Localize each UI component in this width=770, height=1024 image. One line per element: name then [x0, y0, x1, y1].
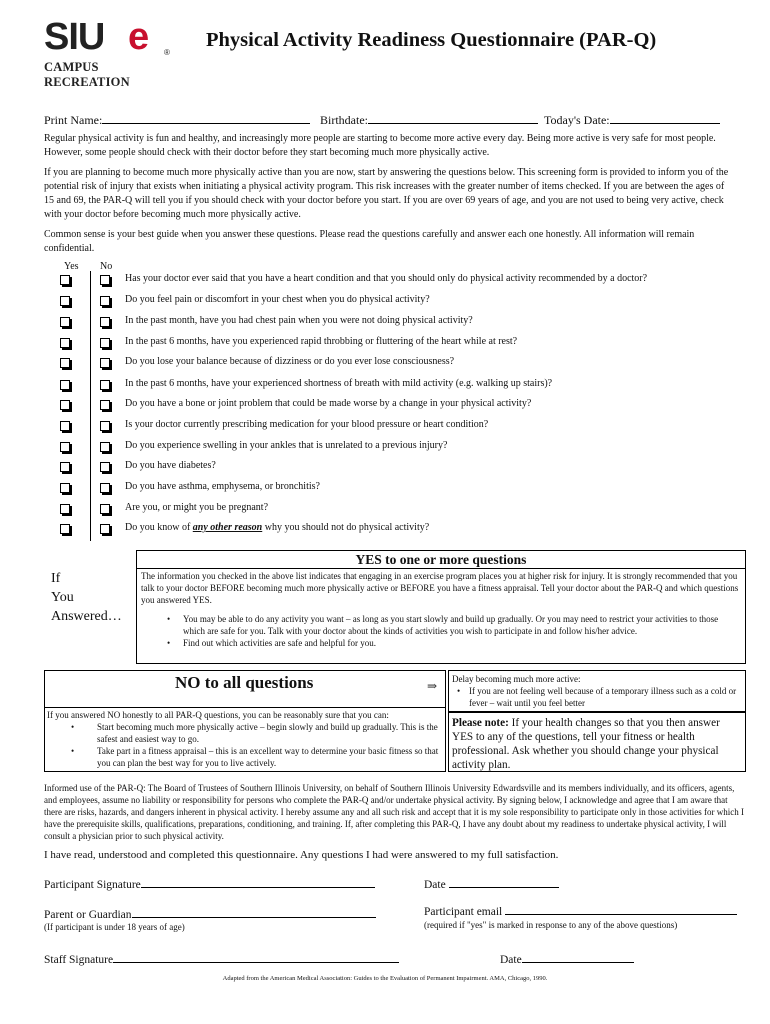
intro-paragraph-2: If you are planning to become much more physically active than you are now, start by answering the questions below. This screening form is provided to inform you of the potential risk of injury that exists when initiating a physical activity program. This risk increases with the greater number of items checked. If you are between the ages of 15 and 69, the PAR-Q will tell you if you should check with your doctor before you start. If you are over 69 years of age, and you are not used to being very active, check with your doctor before becoming much more physically active.: [44, 167, 729, 220]
informed-use-paragraph: Informed use of the PAR-Q: The Board of Trustees of Southern Illinois University, on behalf of Southern Illinois University Edwardsville and its members individually, and its officers, agents, and employees, assume no liability or responsibility for persons who complete the PAR-Q and/or undertake physical activity. By signing below, I acknowledge and agree that I am aware that there are risks, hazards, and dangers inherent in physical activity. I hereby assume any and all such risk and accept that it is my sole responsibility to participate only in those activities for which I have the prerequisite skills, qualifications, preparations, conditioning, and training. If, after completing this PAR-Q, I have any doubt about my readiness to undertake physical activity, I will consult a physician prior to such physical activity.: [44, 783, 744, 841]
participant-signature-field[interactable]: [44, 875, 375, 891]
participant-email-note: (required if "yes" is marked in response to any of the above questions): [424, 920, 678, 930]
print-name-blank[interactable]: [102, 111, 310, 124]
question-text: Do you have diabetes?: [125, 460, 216, 471]
print-name-label: Print Name:: [44, 113, 103, 127]
yes-checkbox[interactable]: [60, 400, 70, 410]
participant-signature-line[interactable]: [141, 875, 375, 888]
no-section-header: [45, 671, 445, 708]
no-section-box: [44, 670, 446, 772]
participant-email-label: Participant email: [424, 906, 503, 918]
todays-date-field[interactable]: [544, 111, 720, 128]
yes-checkbox[interactable]: [60, 275, 70, 285]
no-checkbox[interactable]: [100, 504, 110, 514]
no-column-header: No: [100, 261, 113, 272]
question-row: [58, 439, 758, 459]
question-row: [58, 335, 758, 355]
question-row: [58, 501, 758, 521]
yes-section-bullets: [141, 613, 731, 649]
no-checkbox[interactable]: [100, 338, 110, 348]
question-text: Do you feel pain or discomfort in your chest when you do physical activity?: [125, 294, 430, 305]
please-note-body: If your health changes so that you then answer YES to any of the questions, tell your fitness or health professional. Ask whether you should change your physical activity plan.: [452, 717, 720, 771]
yes-checkbox[interactable]: [60, 462, 70, 472]
question-text: Do you have a bone or joint problem that could be made worse by a change in your physical activity?: [125, 398, 532, 409]
other-reason-emphasis: any other reason: [192, 522, 263, 533]
yes-section-box: [136, 550, 746, 664]
staff-signature-line[interactable]: [113, 950, 399, 963]
yes-checkbox[interactable]: [60, 380, 70, 390]
column-divider: [90, 271, 91, 541]
yes-checkbox[interactable]: [60, 421, 70, 431]
parent-guardian-label: Parent or Guardian: [44, 909, 132, 921]
delay-title: Delay becoming much more active:: [452, 674, 581, 684]
if-label-line3: Answered…: [51, 609, 122, 624]
question-text: Do you have asthma, emphysema, or bronchitis?: [125, 481, 320, 492]
date-line-2[interactable]: [522, 950, 634, 963]
birthdate-label: Birthdate:: [320, 113, 368, 127]
arrow-right-icon: ⇒: [427, 679, 438, 693]
birthdate-field[interactable]: [320, 111, 538, 128]
yes-section-title: YES to one or more questions: [137, 551, 745, 569]
yes-section-body: The information you checked in the above list indicates that engaging in an exercise program places you at higher risk for injury. It is strongly recommended that you talk to your doctor BEFORE becoming much more physically active or BEFORE you have a fitness appraisal. Tell your doctor about the PAR-Q and which questions you answered YES.: [141, 571, 739, 605]
question-row: [58, 272, 758, 292]
parent-guardian-line[interactable]: [132, 905, 376, 918]
logo-registered-mark: ®: [164, 48, 170, 57]
yes-checkbox[interactable]: [60, 317, 70, 327]
question-row: [58, 480, 758, 500]
date-line-1[interactable]: [449, 875, 559, 888]
question-row: [58, 418, 758, 438]
no-checkbox[interactable]: [100, 462, 110, 472]
footer-citation: Adapted from the American Medical Association: Guides to the Evaluation of Permanent Impairment. AMA, Chicago, 1990.: [222, 975, 548, 982]
no-checkbox[interactable]: [100, 400, 110, 410]
yes-checkbox[interactable]: [60, 358, 70, 368]
please-note-box: [448, 712, 746, 772]
no-bullet: • Start becoming much more physically active – begin slowly and build up gradually. This is the safest and easiest way to go.: [45, 721, 445, 745]
yes-checkbox[interactable]: [60, 504, 70, 514]
todays-date-label: Today's Date:: [544, 113, 610, 127]
yes-column-header: Yes: [64, 261, 79, 272]
question-row: [58, 314, 758, 334]
siue-logo: [44, 16, 174, 89]
yes-checkbox[interactable]: [60, 524, 70, 534]
intro-paragraph-1: Regular physical activity is fun and healthy, and increasingly more people are starting to become more active every day. Being more active is very safe for most people. However, some people should check with their doctor before they start becoming much more physically active.: [44, 133, 716, 158]
question-row: [58, 377, 758, 397]
if-you-answered-label: [51, 569, 122, 626]
completion-statement: I have read, understood and completed this questionnaire. Any questions I had were answered to my full satisfaction.: [44, 849, 559, 861]
delay-box: [448, 670, 746, 712]
if-label-line2: You: [51, 590, 74, 605]
question-text: Do you experience swelling in your ankles that is unrelated to a previous injury?: [125, 440, 448, 451]
question-row: [58, 521, 758, 541]
date-field-2[interactable]: [500, 950, 634, 966]
question-text: Do you lose your balance because of dizziness or do you ever lose consciousness?: [125, 356, 455, 367]
no-checkbox[interactable]: [100, 483, 110, 493]
parent-guardian-note: (If participant is under 18 years of age): [44, 922, 185, 932]
question-text: Has your doctor ever said that you have a heart condition and that you should only do physical activity recommended by a doctor?: [125, 273, 648, 284]
logo-siu-text: SIU: [44, 16, 105, 58]
staff-signature-label: Staff Signature: [44, 954, 114, 966]
logo-e-text: e: [128, 16, 150, 58]
no-checkbox[interactable]: [100, 358, 110, 368]
no-section-body: [45, 709, 445, 769]
delay-bullet: • If you are not feeling well because of a temporary illness such as a cold or fever – wait until you feel better: [453, 685, 749, 709]
if-label-line1: If: [51, 571, 61, 586]
question-row: [58, 397, 758, 417]
participant-email-line[interactable]: [505, 902, 737, 915]
no-checkbox[interactable]: [100, 275, 110, 285]
participant-email-field[interactable]: [424, 902, 737, 918]
yes-bullet: • Find out which activities are safe and helpful for you.: [141, 637, 731, 649]
yes-bullet: • You may be able to do any activity you want – as long as you start slowly and build up gradually. Or you may need to restrict your activities to those which are safe for you. Talk with your doctor about the kinds of activities you wish to participate in and follow his/her advice.: [141, 613, 731, 637]
question-text: In the past 6 months, have you experienced rapid throbbing or fluttering of the heart while at rest?: [125, 336, 518, 347]
parent-guardian-field[interactable]: [44, 905, 376, 921]
no-checkbox[interactable]: [100, 296, 110, 306]
question-text-other-reason: [125, 522, 429, 533]
yes-checkbox[interactable]: [60, 296, 70, 306]
other-reason-after: why you should not do physical activity?: [262, 522, 430, 533]
question-text: Are you, or might you be pregnant?: [125, 502, 269, 513]
no-section-intro: If you answered NO honestly to all PAR-Q questions, you can be reasonably sure that you can:: [47, 710, 389, 720]
no-checkbox[interactable]: [100, 380, 110, 390]
birthdate-blank[interactable]: [368, 111, 538, 124]
no-checkbox[interactable]: [100, 442, 110, 452]
please-note-text: [452, 716, 740, 772]
question-text: In the past month, have you had chest pain when you were not doing physical activity?: [125, 315, 473, 326]
question-text: Is your doctor currently prescribing medication for your blood pressure or heart condition?: [125, 419, 489, 430]
intro-paragraph-3: Common sense is your best guide when you answer these questions. Please read the questions carefully and answer each one honestly. All information will remain confidential.: [44, 229, 695, 254]
no-checkbox[interactable]: [100, 421, 110, 431]
no-bullet: • Take part in a fitness appraisal – this is an excellent way to determine your basic fitness so that you can plan the best way for you to live actively.: [45, 745, 445, 769]
no-section-title: NO to all questions: [175, 673, 314, 692]
no-checkbox[interactable]: [100, 317, 110, 327]
question-row: [58, 355, 758, 375]
question-row: [58, 293, 758, 313]
logo-subtitle: CAMPUS RECREATION: [44, 60, 130, 89]
date-field-1[interactable]: [424, 875, 559, 891]
date-label-1: Date: [424, 879, 446, 891]
question-row: [58, 459, 758, 479]
page-title: Physical Activity Readiness Questionnaire (PAR-Q): [206, 29, 657, 51]
staff-signature-field[interactable]: [44, 950, 399, 966]
yes-checkbox[interactable]: [60, 338, 70, 348]
please-note-label: Please note:: [452, 717, 509, 729]
participant-signature-label: Participant Signature: [44, 879, 141, 891]
yes-checkbox[interactable]: [60, 442, 70, 452]
todays-date-blank[interactable]: [610, 111, 720, 124]
no-checkbox[interactable]: [100, 524, 110, 534]
date-label-2: Date: [500, 954, 522, 966]
other-reason-before: Do you know of: [125, 522, 193, 533]
yes-checkbox[interactable]: [60, 483, 70, 493]
question-text: In the past 6 months, have your experienced shortness of breath with mild activity (e.g. walking up stairs)?: [125, 378, 553, 389]
print-name-field[interactable]: [44, 111, 310, 128]
